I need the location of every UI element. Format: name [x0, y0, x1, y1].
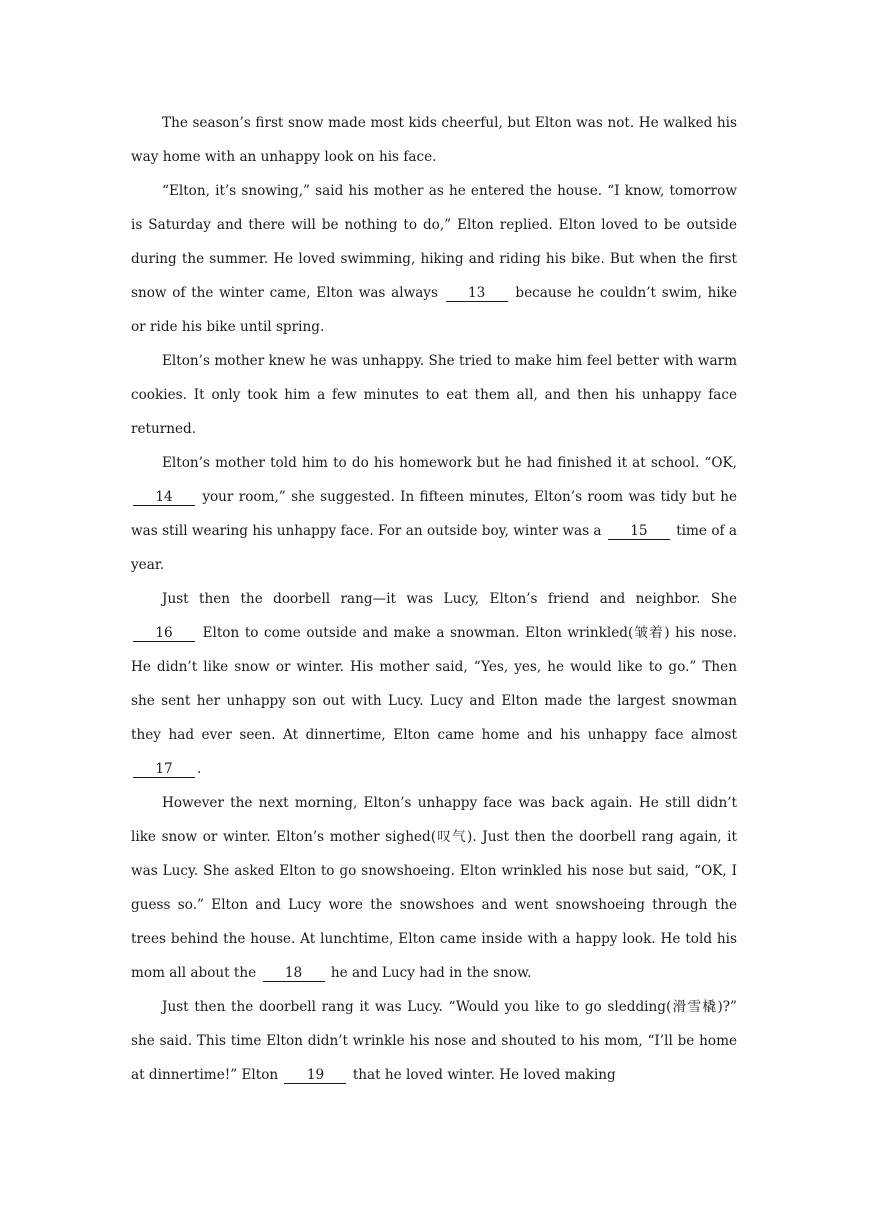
paragraph-6-text-b: he and Lucy had in the snow.	[330, 965, 532, 981]
paragraph-2-text-a: “Elton, it’s snowing,” said his mother as he entered the house. “I know, tomorrow is Saturday and there will be nothing to do,” Elton replied. Elton loved to be outside during the summer. He loved swimming, hiking and riding his bike. But when the first snow of the winter came, Elton was always	[131, 183, 737, 301]
paragraph-2	[131, 174, 737, 344]
paragraph-1	[131, 106, 737, 174]
blank-14: 14	[133, 489, 195, 506]
paragraph-4	[131, 446, 737, 582]
blank-17: 17	[133, 761, 195, 778]
paragraph-1-text: The season’s first snow made most kids cheerful, but Elton was not. He walked his way home with an unhappy look on his face.	[131, 115, 737, 165]
blank-13: 13	[446, 285, 508, 302]
blank-18: 18	[263, 965, 325, 982]
passage	[131, 106, 737, 1092]
paragraph-7	[131, 990, 737, 1092]
paragraph-4-text-c: time of a year.	[131, 523, 737, 573]
paragraph-5-text-c: .	[197, 761, 202, 777]
paragraph-6	[131, 786, 737, 990]
blank-16: 16	[133, 625, 195, 642]
paragraph-4-text-a: Elton’s mother told him to do his homework but he had finished it at school. “OK,	[162, 455, 737, 471]
paragraph-4-text-b: your room,” she suggested. In fifteen minutes, Elton’s room was tidy but he was still wearing his unhappy face. For an outside boy, winter was a	[131, 489, 737, 539]
paragraph-5	[131, 582, 737, 786]
paragraph-7-text-a: Just then the doorbell rang it was Lucy. “Would you like to go sledding(滑雪橇)?” she said. This time Elton didn’t wrinkle his nose and shouted to his mom, “I’ll be home at dinnertime!” Elton	[131, 999, 737, 1083]
paragraph-3-text: Elton’s mother knew he was unhappy. She tried to make him feel better with warm cookies. It only took him a few minutes to eat them all, and then his unhappy face returned.	[131, 353, 737, 437]
paragraph-3	[131, 344, 737, 446]
paragraph-6-text-a: However the next morning, Elton’s unhappy face was back again. He still didn’t like snow or winter. Elton’s mother sighed(叹气). Just then the doorbell rang again, it was Lucy. She asked Elton to go snowshoeing. Elton wrinkled his nose but said, “OK, I guess so.” Elton and Lucy wore the snowshoes and went snowshoeing through the trees behind the house. At lunchtime, Elton came inside with a happy look. He told his mom all about the	[131, 795, 737, 981]
paragraph-7-text-b: that he loved winter. He loved making	[352, 1067, 616, 1083]
blank-15: 15	[608, 523, 670, 540]
paragraph-2-text-b: because he couldn’t swim, hike or ride his bike until spring.	[131, 285, 737, 335]
paragraph-5-text-a: Just then the doorbell rang—it was Lucy, Elton’s friend and neighbor. She	[162, 591, 737, 607]
paragraph-5-text-b: Elton to come outside and make a snowman. Elton wrinkled(皱着) his nose. He didn’t like snow or winter. His mother said, “Yes, yes, he would like to go.” Then she sent her unhappy son out with Lucy. Lucy and Elton made the largest snowman they had ever seen. At dinnertime, Elton came home and his unhappy face almost	[131, 625, 738, 743]
blank-19: 19	[284, 1067, 346, 1084]
